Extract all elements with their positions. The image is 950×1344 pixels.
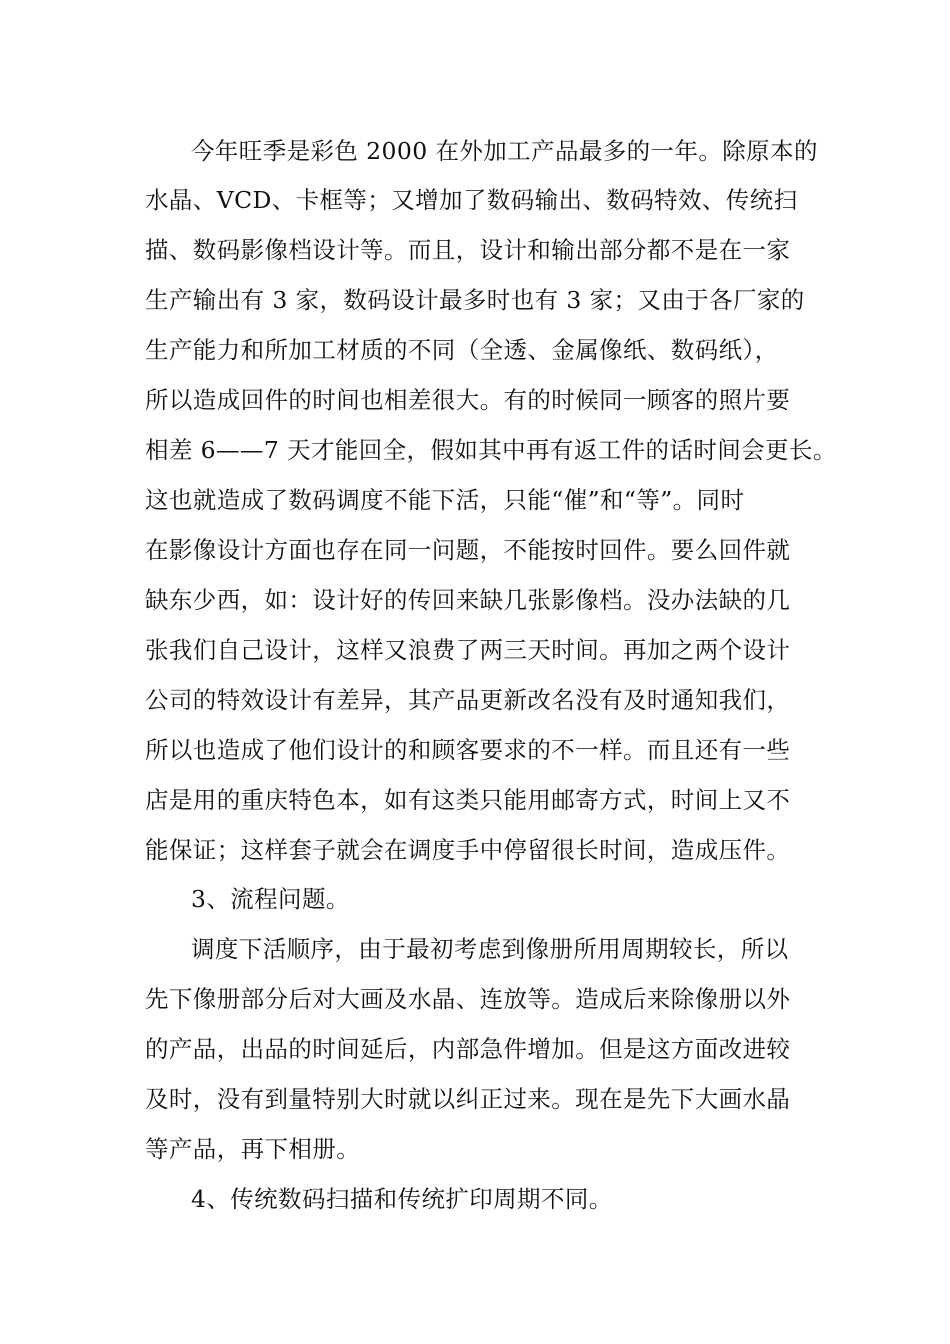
paragraph-line: 缺东少西，如：设计好的传回来缺几张影像档。没办法缺的几	[145, 586, 791, 614]
paragraph-line: 今年旺季是彩色 2000 在外加工产品最多的一年。除原本的	[191, 137, 818, 165]
paragraph-line: 等产品，再下相册。	[145, 1135, 361, 1163]
section-heading: 4、传统数码扫描和传统扩印周期不同。	[191, 1185, 613, 1213]
paragraph-line: 在影像设计方面也存在同一问题，不能按时回件。要么回件就	[145, 536, 791, 564]
paragraph-line: 张我们自己设计，这样又浪费了两三天时间。再加之两个设计	[145, 636, 791, 664]
paragraph-line: 水晶、VCD、卡框等；又增加了数码输出、数码特效、传统扫	[145, 186, 798, 214]
paragraph-line: 这也就造成了数码调度不能下活，只能“催”和“等”。同时	[145, 486, 745, 514]
paragraph-line: 能保证；这样套子就会在调度手中停留很长时间，造成压件。	[145, 836, 791, 864]
section-heading: 3、流程问题。	[191, 885, 350, 913]
paragraph-line: 公司的特效设计有差异，其产品更新改名没有及时通知我们，	[145, 686, 791, 714]
paragraph-line: 所以造成回件的时间也相差很大。有的时候同一顾客的照片要	[145, 386, 791, 414]
paragraph-line: 相差 6——7 天才能回全，假如其中再有返工件的话时间会更长。	[145, 436, 837, 464]
paragraph-line: 生产输出有 3 家，数码设计最多时也有 3 家；又由于各厂家的	[145, 286, 805, 314]
paragraph-line: 先下像册部分后对大画及水晶、连放等。造成后来除像册以外	[145, 985, 791, 1013]
paragraph-line: 店是用的重庆特色本，如有这类只能用邮寄方式，时间上又不	[145, 786, 791, 814]
paragraph-line: 的产品，出品的时间延后，内部急件增加。但是这方面改进较	[145, 1035, 791, 1063]
paragraph-line: 调度下活顺序，由于最初考虑到像册所用周期较长，所以	[191, 935, 789, 963]
paragraph-line: 描、数码影像档设计等。而且，设计和输出部分都不是在一家	[145, 236, 791, 264]
paragraph-line: 生产能力和所加工材质的不同（全透、金属像纸、数码纸），	[145, 336, 779, 364]
paragraph-line: 及时，没有到量特别大时就以纠正过来。现在是先下大画水晶	[145, 1085, 791, 1113]
paragraph-line: 所以也造成了他们设计的和顾客要求的不一样。而且还有一些	[145, 736, 791, 764]
